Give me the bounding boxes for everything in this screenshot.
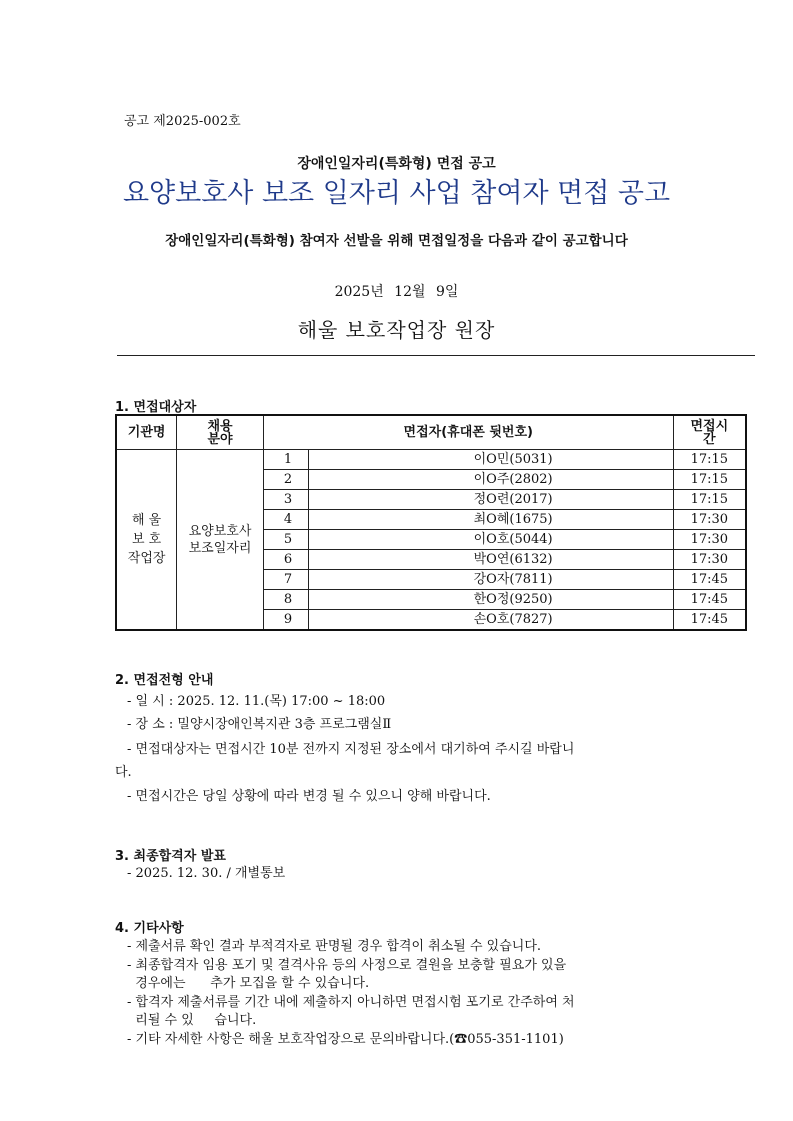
section-4-line: 리될 수 있 습니다. (127, 1013, 257, 1028)
table-header-row (116, 415, 746, 450)
header-time (673, 415, 746, 450)
table-row (116, 450, 746, 470)
notice-signer: 해울 보호작업장 원장 (297, 318, 496, 342)
row-number: 6 (263, 550, 308, 570)
header-field (177, 415, 264, 450)
notice-subtitle: 장애인일자리(특화형) 면접 공고 (297, 156, 496, 172)
interviewee-name: 이O호(5044) (308, 530, 673, 550)
org-line: 해 울 (131, 513, 162, 528)
interviewee-name: 손O호(7827) (308, 610, 673, 631)
document-number: 공고 제2025-002호 (124, 114, 241, 129)
section-1-heading: 1. 면접대상자 (115, 400, 197, 415)
interview-time: 17:15 (673, 490, 746, 510)
interview-time: 17:15 (673, 470, 746, 490)
row-number: 5 (263, 530, 308, 550)
section-2-line: - 일 시 : 2025. 12. 11.(목) 17:00 ~ 18:00 (127, 694, 386, 709)
header-org: 기관명 (116, 415, 177, 450)
interview-time: 17:30 (673, 530, 746, 550)
field-cell (177, 450, 264, 631)
notice-intro: 장애인일자리(특화형) 참여자 선발을 위해 면접일정을 다음과 같이 공고합니다 (165, 233, 628, 249)
interview-time: 17:45 (673, 570, 746, 590)
divider (117, 355, 755, 356)
row-number: 1 (263, 450, 308, 470)
row-number: 2 (263, 470, 308, 490)
interview-time: 17:15 (673, 450, 746, 470)
section-2-line: - 면접시간은 당일 상황에 따라 변경 될 수 있으니 양해 바랍니다. (127, 789, 491, 804)
interviewee-name: 박O연(6132) (308, 550, 673, 570)
org-line: 작업장 (127, 551, 166, 566)
row-number: 9 (263, 610, 308, 631)
header-field-text: 채용 분야 (207, 418, 233, 447)
notice-title: 요양보호사 보조 일자리 사업 참여자 면접 공고 (122, 178, 671, 209)
notice-date: 2025년 12월 9일 (334, 284, 459, 300)
interviewee-name: 정O련(2017) (308, 490, 673, 510)
field-line: 요양보호사 (188, 523, 252, 539)
section-4-line: - 합격자 제출서류를 기간 내에 제출하지 아니하면 면접시험 포기로 간주하여 처 (127, 995, 575, 1010)
header-interviewee: 면접자(휴대폰 뒷번호) (263, 415, 673, 450)
section-3-line: - 2025. 12. 30. / 개별통보 (127, 866, 286, 881)
section-4-heading: 4. 기타사항 (115, 921, 184, 936)
section-4-line: 경우에는 추가 모집을 할 수 있습니다. (127, 976, 370, 991)
interview-time: 17:30 (673, 550, 746, 570)
section-2-heading: 2. 면접전형 안내 (115, 673, 214, 688)
interviewee-name: 한O정(9250) (308, 590, 673, 610)
row-number: 8 (263, 590, 308, 610)
org-line: 보 호 (131, 532, 162, 547)
interview-time: 17:45 (673, 610, 746, 631)
section-4-line: - 제출서류 확인 결과 부적격자로 판명될 경우 합격이 취소될 수 있습니다. (127, 939, 542, 954)
section-2-line: - 면접대상자는 면접시간 10분 전까지 지정된 장소에서 대기하여 주시길 바랍니 (127, 742, 575, 757)
section-2-line: - 장 소 : 밀양시장애인복지관 3층 프로그램실Ⅱ (127, 717, 392, 732)
row-number: 4 (263, 510, 308, 530)
header-time-text: 면접시 간 (690, 418, 729, 447)
row-number: 7 (263, 570, 308, 590)
interview-time: 17:45 (673, 590, 746, 610)
section-2-line: 다. (115, 765, 132, 780)
row-number: 3 (263, 490, 308, 510)
interviewee-name: 강O자(7811) (308, 570, 673, 590)
interviewee-name: 이O주(2802) (308, 470, 673, 490)
interviewee-table (115, 414, 747, 631)
interviewee-name: 이O민(5031) (308, 450, 673, 470)
section-4-line: - 기타 자세한 사항은 해울 보호작업장으로 문의바랍니다.(☎055-351-1101) (127, 1032, 564, 1047)
section-4-line: - 최종합격자 임용 포기 및 결격사유 등의 사정으로 결원을 보충할 필요가 있을 (127, 958, 567, 973)
field-line: 보조일자리 (188, 540, 252, 556)
interviewee-name: 최O혜(1675) (308, 510, 673, 530)
interview-time: 17:30 (673, 510, 746, 530)
org-cell (116, 450, 177, 631)
section-3-heading: 3. 최종합격자 발표 (115, 849, 226, 864)
